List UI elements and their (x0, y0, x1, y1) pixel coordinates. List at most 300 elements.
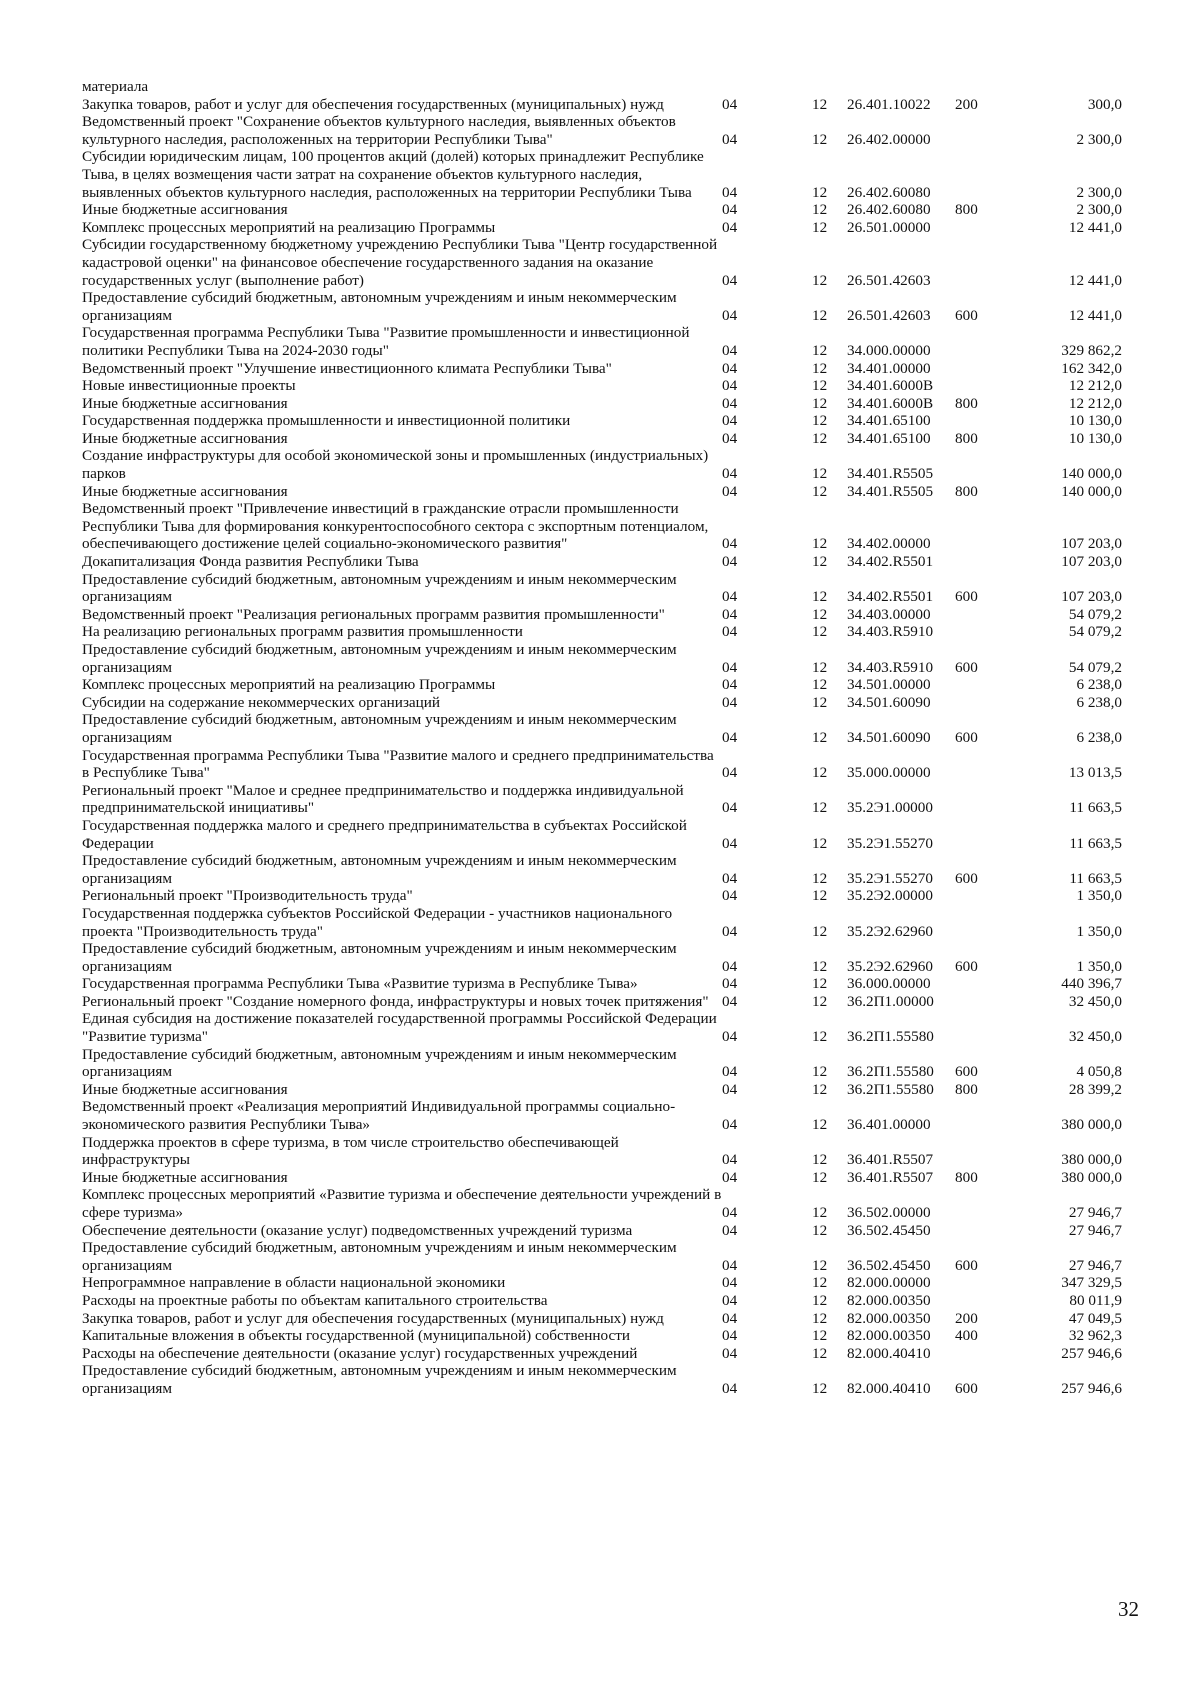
budget-table (82, 78, 1122, 1398)
section-code: 04 (722, 1204, 738, 1221)
table-row (82, 1239, 1122, 1274)
budget-item-name: материала (82, 78, 149, 95)
section-code: 04 (722, 605, 738, 623)
table-row (82, 711, 1122, 746)
subsection-code: 12 (812, 1168, 828, 1186)
subsection-code: 12 (812, 676, 828, 694)
table-row (82, 623, 1122, 641)
section-code: 04 (722, 1063, 738, 1081)
table-row (82, 1222, 1122, 1240)
table-row (82, 289, 1122, 324)
expense-type-code (955, 817, 1013, 852)
expense-type-code (955, 1010, 1013, 1045)
expense-type-code: 800 (955, 394, 978, 412)
budget-item-name: Ведомственный проект "Улучшение инвестиционного климата Республики Тыва" (82, 359, 612, 377)
budget-item-name: Государственная программа Республики Тыва "Развитие малого и среднего предпринимательства в Республике Тыва" (82, 746, 714, 782)
amount: 1 350,0 (1076, 922, 1122, 940)
expense-type-code (955, 975, 1013, 993)
amount: 1 350,0 (1076, 957, 1122, 975)
expense-type-code (955, 747, 1013, 782)
target-article-code: 36.401.R5507 (847, 1151, 934, 1169)
section-code: 04 (722, 95, 738, 113)
expense-type-code (955, 377, 1013, 395)
section-code: 04 (722, 359, 738, 377)
subsection-code: 12 (812, 1063, 828, 1081)
amount: 27 946,7 (1068, 1204, 1122, 1221)
target-article-code: 34.403.R5910 (847, 623, 934, 641)
section-code: 04 (722, 834, 738, 852)
section-code: 04 (722, 201, 738, 219)
target-article-code: 35.2Э1.55270 (847, 869, 933, 887)
section-code: 04 (722, 218, 738, 236)
budget-item-name: Иные бюджетные ассигнования (82, 201, 288, 219)
subsection-code: 12 (812, 465, 828, 483)
amount: 6 238,0 (1076, 728, 1122, 746)
target-article-code: 36.000.00000 (847, 975, 931, 993)
budget-item-name: Обеспечение деятельности (оказание услуг) подведомственных учреждений туризма (82, 1221, 633, 1239)
expense-type-code: 600 (955, 1256, 978, 1274)
budget-item-name: Предоставление субсидий бюджетным, автономным учреждениям и иным некоммерческим организациям (82, 852, 677, 887)
budget-item-name: Государственная поддержка малого и среднего предпринимательства в субъектах Российской Федерации (82, 816, 687, 852)
section-code: 04 (722, 1291, 738, 1309)
target-article-code: 35.2Э2.00000 (847, 887, 933, 905)
target-article-code: 35.2Э2.62960 (847, 957, 933, 975)
amount: 13 013,5 (1068, 764, 1122, 782)
subsection-code: 12 (812, 359, 828, 377)
section-code: 04 (722, 271, 738, 289)
expense-type-code: 600 (955, 306, 978, 324)
subsection-code: 12 (812, 1291, 828, 1309)
section-code: 04 (722, 1274, 738, 1292)
target-article-code: 34.402.00000 (847, 535, 931, 553)
expense-type-code (955, 78, 1013, 96)
amount: 140 000,0 (1061, 465, 1122, 483)
target-article-code: 36.2П1.55580 (847, 1028, 934, 1046)
expense-type-code: 200 (955, 95, 978, 113)
table-row (82, 993, 1122, 1011)
section-code: 04 (722, 1028, 738, 1046)
budget-item-name: Создание инфраструктуры для особой экономической зоны и промышленных (индустриальных) парков (82, 447, 709, 483)
budget-item-name: Комплекс процессных мероприятий на реализацию Программы (82, 676, 496, 694)
budget-item-name: Субсидии на содержание некоммерческих организаций (82, 693, 441, 711)
target-article-code: 34.403.R5910 (847, 658, 934, 676)
target-article-code: 34.402.R5501 (847, 588, 934, 606)
amount: 347 329,5 (1061, 1274, 1122, 1292)
budget-item-name: Ведомственный проект "Реализация региональных программ развития промышленности" (82, 605, 665, 623)
expense-type-code: 600 (955, 1063, 978, 1081)
expense-type-code: 800 (955, 1168, 978, 1186)
subsection-code: 12 (812, 623, 828, 641)
budget-item-name: Расходы на проектные работы по объектам капитального строительства (82, 1291, 548, 1309)
table-row (82, 1362, 1122, 1397)
section-code: 04 (722, 975, 738, 993)
table-row (82, 606, 1122, 624)
expense-type-code (955, 148, 1013, 201)
expense-type-code (955, 782, 1013, 817)
expense-type-code (955, 606, 1013, 624)
target-article-code: 34.501.60090 (847, 693, 931, 711)
amount: 27 946,7 (1068, 1221, 1122, 1239)
table-row (82, 447, 1122, 482)
subsection-code: 12 (812, 588, 828, 606)
target-article-code: 36.2П1.55580 (847, 1063, 934, 1081)
expense-type-code (955, 1134, 1013, 1169)
section-code: 04 (722, 1379, 738, 1397)
target-article-code: 35.2Э1.55270 (847, 834, 933, 852)
subsection-code: 12 (812, 1221, 828, 1239)
budget-item-name: Предоставление субсидий бюджетным, автономным учреждениям и иным некоммерческим организациям (82, 570, 677, 606)
amount: 4 050,8 (1076, 1063, 1122, 1081)
budget-item-name: На реализацию региональных программ развития промышленности (82, 623, 523, 641)
table-row (82, 676, 1122, 694)
section-code: 04 (722, 482, 738, 500)
target-article-code: 35.000.00000 (847, 764, 931, 782)
amount: 11 663,5 (1069, 869, 1122, 887)
amount: 162 342,0 (1061, 359, 1122, 377)
expense-type-code (955, 905, 1013, 940)
section-code: 04 (722, 412, 738, 430)
budget-item-name: Иные бюджетные ассигнования (82, 1168, 288, 1186)
section-code: 04 (722, 799, 738, 817)
table-row (82, 694, 1122, 712)
section-code: 04 (722, 957, 738, 975)
budget-item-name: Расходы на обеспечение деятельности (оказание услуг) государственных учреждений (82, 1344, 638, 1362)
subsection-code: 12 (812, 1151, 828, 1169)
table-row (82, 887, 1122, 905)
budget-item-name: Предоставление субсидий бюджетным, автономным учреждениям и иным некоммерческим организациям (82, 940, 677, 975)
budget-item-name: Государственная программа Республики Тыва "Развитие промышленности и инвестиционной политики Республики Тыва на 2024-2030 годы" (82, 324, 690, 359)
subsection-code: 12 (812, 1116, 828, 1134)
table-row (82, 817, 1122, 852)
section-code: 04 (722, 869, 738, 887)
subsection-code: 12 (812, 201, 828, 219)
table-row (82, 377, 1122, 395)
budget-item-name: Иные бюджетные ассигнования (82, 429, 288, 447)
section-code: 04 (722, 1151, 738, 1169)
target-article-code: 34.401.6000В (847, 377, 934, 395)
amount: 10 130,0 (1068, 429, 1122, 447)
section-code: 04 (722, 693, 738, 711)
amount: 12 441,0 (1068, 271, 1122, 289)
target-article-code: 36.2П1.55580 (847, 1080, 934, 1098)
section-code: 04 (722, 764, 738, 782)
budget-item-name: Предоставление субсидий бюджетным, автономным учреждениям и иным некоммерческим организациям (82, 641, 677, 676)
subsection-code: 12 (812, 377, 828, 395)
subsection-code: 12 (812, 130, 828, 148)
table-row (82, 940, 1122, 975)
amount (1013, 78, 1122, 96)
target-article-code: 34.501.60090 (847, 728, 931, 746)
section-code: 04 (722, 535, 738, 553)
table-row (82, 430, 1122, 448)
table-row (82, 113, 1122, 148)
budget-table-body (82, 78, 1122, 1398)
target-article-code: 26.501.42603 (847, 306, 931, 324)
budget-item-name: Иные бюджетные ассигнования (82, 394, 288, 412)
expense-type-code (955, 500, 1013, 553)
section-code: 04 (722, 1327, 738, 1345)
subsection-code: 12 (812, 693, 828, 711)
subsection-code: 12 (812, 535, 828, 553)
target-article-code: 82.000.00350 (847, 1291, 931, 1309)
section-code: 04 (722, 1116, 738, 1134)
section-code: 04 (722, 1344, 738, 1362)
section-code (722, 78, 812, 96)
subsection-code: 12 (812, 658, 828, 676)
subsection-code: 12 (812, 482, 828, 500)
expense-type-code: 600 (955, 658, 978, 676)
section-code: 04 (722, 341, 738, 359)
amount: 12 212,0 (1068, 394, 1122, 412)
budget-item-name: Субсидии государственному бюджетному учреждению Республики Тыва "Центр государственной кадастровой оценки" на финансовое обеспечение государственного задания на оказание государственных услуг (выполнение работ) (82, 236, 718, 289)
target-article-code: 82.000.40410 (847, 1344, 931, 1362)
table-row (82, 1345, 1122, 1363)
subsection-code: 12 (812, 394, 828, 412)
budget-item-name: Единая субсидия на достижение показателей государственной программы Российской Федерации "Развитие туризма" (82, 1010, 717, 1046)
amount: 380 000,0 (1061, 1168, 1122, 1186)
amount: 107 203,0 (1061, 588, 1122, 606)
section-code: 04 (722, 1221, 738, 1239)
table-row (82, 412, 1122, 430)
subsection-code: 12 (812, 992, 828, 1010)
budget-item-name: Комплекс процессных мероприятий на реализацию Программы (82, 218, 496, 236)
budget-item-name: Предоставление субсидий бюджетным, автономным учреждениям и иным некоммерческим организациям (82, 1239, 677, 1274)
section-code: 04 (722, 553, 738, 571)
expense-type-code: 200 (955, 1309, 978, 1327)
subsection-code: 12 (812, 1327, 828, 1345)
subsection-code: 12 (812, 95, 828, 113)
table-row (82, 1292, 1122, 1310)
budget-item-name: Предоставление субсидий бюджетным, автономным учреждениям и иным некоммерческим организациям (82, 1045, 677, 1081)
subsection-code: 12 (812, 429, 828, 447)
expense-type-code (955, 1345, 1013, 1363)
table-row (82, 236, 1122, 289)
expense-type-code: 600 (955, 869, 978, 887)
target-article-code: 36.2П1.00000 (847, 992, 934, 1010)
amount: 32 450,0 (1068, 992, 1122, 1010)
table-row (82, 852, 1122, 887)
target-article-code: 36.401.R5507 (847, 1168, 934, 1186)
section-code: 04 (722, 1256, 738, 1274)
subsection-code: 12 (812, 1080, 828, 1098)
subsection-code: 12 (812, 183, 828, 201)
table-row (82, 1134, 1122, 1169)
table-row (82, 1310, 1122, 1328)
expense-type-code: 600 (955, 588, 978, 606)
target-article-code: 26.401.10022 (847, 95, 931, 113)
subsection-code: 12 (812, 1204, 828, 1221)
expense-type-code (955, 1274, 1013, 1292)
table-row (82, 1186, 1122, 1221)
target-article-code: 26.501.42603 (847, 271, 931, 289)
amount: 12 441,0 (1068, 218, 1122, 236)
amount: 380 000,0 (1061, 1151, 1122, 1169)
subsection-code: 12 (812, 975, 828, 993)
target-article-code: 36.502.00000 (847, 1204, 931, 1221)
target-article-code: 35.2Э1.00000 (847, 799, 933, 817)
section-code: 04 (722, 887, 738, 905)
section-code: 04 (722, 658, 738, 676)
budget-item-name: Предоставление субсидий бюджетным, автономным учреждениям и иным некоммерческим организациям (82, 1362, 677, 1397)
section-code: 04 (722, 922, 738, 940)
amount: 11 663,5 (1069, 799, 1122, 817)
target-article-code: 26.402.00000 (847, 130, 931, 148)
amount: 27 946,7 (1068, 1256, 1122, 1274)
table-row (82, 395, 1122, 413)
subsection-code: 12 (812, 887, 828, 905)
table-row (82, 78, 1122, 96)
expense-type-code (955, 412, 1013, 430)
budget-item-name: Региональный проект "Создание номерного фонда, инфраструктуры и новых точек притяжения" (82, 992, 709, 1010)
expense-type-code (955, 623, 1013, 641)
subsection-code: 12 (812, 341, 828, 359)
target-article-code: 34.000.00000 (847, 341, 931, 359)
amount: 32 450,0 (1068, 1028, 1122, 1046)
section-code: 04 (722, 394, 738, 412)
amount: 80 011,9 (1069, 1291, 1122, 1309)
table-row (82, 500, 1122, 553)
budget-item-name: Иные бюджетные ассигнования (82, 1080, 288, 1098)
table-row (82, 1046, 1122, 1081)
section-code: 04 (722, 1080, 738, 1098)
subsection-code: 12 (812, 799, 828, 817)
table-row (82, 1327, 1122, 1345)
target-article-code: 82.000.00000 (847, 1274, 931, 1292)
budget-item-name: Ведомственный проект "Сохранение объектов культурного наследия, выявленных объектов культурного наследия, расположенных на территории Республики Тыва" (82, 113, 676, 148)
amount: 300,0 (1087, 95, 1122, 113)
expense-type-code (955, 236, 1013, 289)
target-article-code: 26.402.60080 (847, 201, 931, 219)
section-code: 04 (722, 588, 738, 606)
section-code: 04 (722, 1168, 738, 1186)
subsection-code (812, 78, 847, 96)
budget-item-name: Региональный проект "Малое и среднее предпринимательство и поддержка индивидуальной предпринимательской инициативы" (82, 781, 684, 817)
target-article-code: 36.401.00000 (847, 1116, 931, 1134)
section-code: 04 (722, 183, 738, 201)
amount: 11 663,5 (1069, 834, 1122, 852)
subsection-code: 12 (812, 1344, 828, 1362)
target-article-code: 34.403.00000 (847, 605, 931, 623)
expense-type-code (955, 219, 1013, 237)
amount: 140 000,0 (1061, 482, 1122, 500)
subsection-code: 12 (812, 1309, 828, 1327)
target-article-code: 26.501.00000 (847, 218, 931, 236)
expense-type-code (955, 1098, 1013, 1133)
expense-type-code (955, 324, 1013, 359)
expense-type-code (955, 1222, 1013, 1240)
expense-type-code: 800 (955, 201, 978, 219)
amount: 380 000,0 (1061, 1116, 1122, 1134)
amount: 1 350,0 (1076, 887, 1122, 905)
section-code: 04 (722, 130, 738, 148)
table-row (82, 219, 1122, 237)
expense-type-code: 800 (955, 482, 978, 500)
section-code: 04 (722, 992, 738, 1010)
expense-type-code: 400 (955, 1327, 978, 1345)
amount: 12 212,0 (1068, 377, 1122, 395)
target-article-code: 34.401.R5505 (847, 465, 934, 483)
budget-item-name: Новые инвестиционные проекты (82, 377, 296, 395)
target-article-code: 35.2Э2.62960 (847, 922, 933, 940)
table-row (82, 571, 1122, 606)
amount: 329 862,2 (1061, 341, 1122, 359)
target-article-code: 82.000.40410 (847, 1379, 931, 1397)
budget-item-name: Предоставление субсидий бюджетным, автономным учреждениям и иным некоммерческим организациям (82, 711, 677, 746)
amount: 54 079,2 (1068, 605, 1122, 623)
amount: 107 203,0 (1061, 535, 1122, 553)
amount: 257 946,6 (1061, 1379, 1122, 1397)
expense-type-code (955, 447, 1013, 482)
section-code: 04 (722, 1309, 738, 1327)
budget-item-name: Капитальные вложения в объекты государственной (муниципальной) собственности (82, 1327, 630, 1345)
budget-item-name: Закупка товаров, работ и услуг для обеспечения государственных (муниципальных) нужд (82, 1309, 664, 1327)
subsection-code: 12 (812, 271, 828, 289)
amount: 6 238,0 (1076, 676, 1122, 694)
table-row (82, 148, 1122, 201)
target-article-code: 36.502.45450 (847, 1256, 931, 1274)
subsection-code: 12 (812, 869, 828, 887)
expense-type-code: 600 (955, 1379, 978, 1397)
budget-item-name: Поддержка проектов в сфере туризма, в том числе строительство обеспечивающей инфраструктуры (82, 1133, 619, 1169)
budget-item-name: Субсидии юридическим лицам, 100 процентов акций (долей) которых принадлежит Республике Тыва, в целях возмещения части затрат на сохранение объектов культурного наследия, выявленных объектов культурного наследия, расположенных на территории Республики Тыва (82, 148, 704, 201)
target-article-code: 34.401.R5505 (847, 482, 934, 500)
amount: 6 238,0 (1076, 693, 1122, 711)
table-row (82, 483, 1122, 501)
section-code: 04 (722, 429, 738, 447)
subsection-code: 12 (812, 218, 828, 236)
budget-item-name: Докапитализация Фонда развития Республики Тыва (82, 553, 419, 571)
target-article-code: 26.402.60080 (847, 183, 931, 201)
target-article-code: 34.402.R5501 (847, 553, 934, 571)
budget-item-name: Региональный проект "Производительность труда" (82, 887, 413, 905)
expense-type-code: 600 (955, 728, 978, 746)
amount: 28 399,2 (1068, 1080, 1122, 1098)
subsection-code: 12 (812, 728, 828, 746)
amount: 440 396,7 (1061, 975, 1122, 993)
budget-item-name: Ведомственный проект «Реализация мероприятий Индивидуальной программы социально-экономического развития Республики Тыва» (82, 1098, 676, 1134)
amount: 2 300,0 (1076, 183, 1122, 201)
expense-type-code (955, 993, 1013, 1011)
subsection-code: 12 (812, 957, 828, 975)
expense-type-code (955, 1186, 1013, 1221)
expense-type-code (955, 360, 1013, 378)
target-article-code: 34.401.65100 (847, 412, 931, 430)
expense-type-code: 800 (955, 429, 978, 447)
budget-item-name: Закупка товаров, работ и услуг для обеспечения государственных (муниципальных) нужд (82, 95, 664, 113)
expense-type-code: 600 (955, 957, 978, 975)
page-number: 32 (1118, 1597, 1139, 1621)
table-row (82, 1010, 1122, 1045)
table-row (82, 201, 1122, 219)
subsection-code: 12 (812, 1379, 828, 1397)
subsection-code: 12 (812, 605, 828, 623)
table-row (82, 747, 1122, 782)
expense-type-code (955, 1292, 1013, 1310)
table-row (82, 975, 1122, 993)
subsection-code: 12 (812, 1028, 828, 1046)
budget-item-name: Государственная программа Республики Тыва «Развитие туризма в Республике Тыва» (82, 975, 638, 993)
table-row (82, 1081, 1122, 1099)
amount: 47 049,5 (1068, 1309, 1122, 1327)
budget-item-name: Непрограммное направление в области национальной экономики (82, 1274, 506, 1292)
expense-type-code (955, 887, 1013, 905)
expense-type-code (955, 694, 1013, 712)
table-row (82, 96, 1122, 114)
target-article-code: 82.000.00350 (847, 1327, 931, 1345)
expense-type-code: 800 (955, 1080, 978, 1098)
table-row (82, 553, 1122, 571)
subsection-code: 12 (812, 764, 828, 782)
